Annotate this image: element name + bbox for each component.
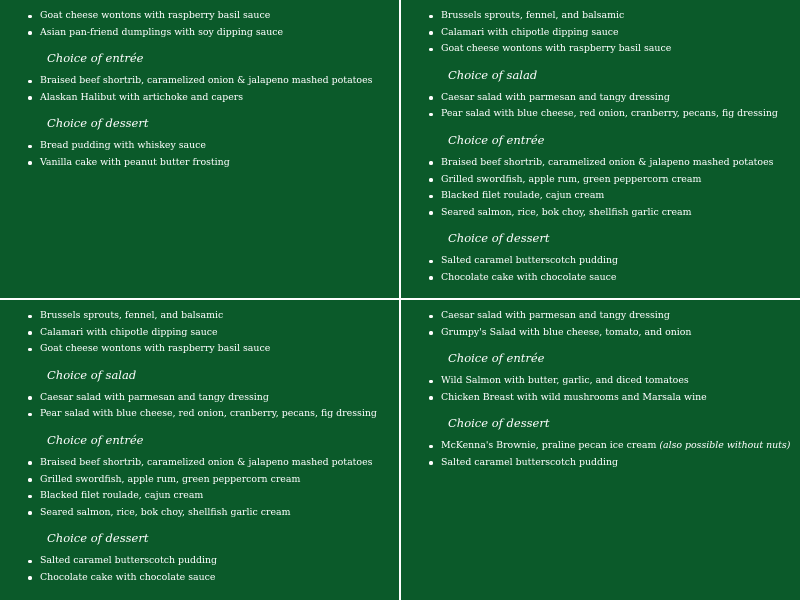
menu-item-text: Grumpy's Salad with blue cheese, tomato, and onion bbox=[441, 326, 692, 338]
menu-item bbox=[40, 472, 399, 489]
menu-item-list bbox=[0, 390, 399, 423]
menu-item-list bbox=[401, 308, 800, 341]
menu-item bbox=[40, 390, 399, 407]
menu-item-text: Brussels sprouts, fennel, and balsamic bbox=[441, 10, 625, 21]
menu-item-list bbox=[401, 8, 800, 58]
course-heading: Choice of entrée bbox=[47, 51, 144, 66]
menu-item bbox=[441, 188, 800, 205]
menu-item-text: Goat cheese wontons with raspberry basil sauce bbox=[441, 43, 672, 55]
menu-item-list bbox=[0, 138, 399, 171]
menu-item bbox=[40, 8, 399, 25]
course-heading: Choice of entrée bbox=[47, 432, 144, 447]
menu-item bbox=[441, 25, 800, 42]
menu-item bbox=[441, 455, 800, 472]
menu-item-text: Seared salmon, rice, bok choy, shellfish garlic cream bbox=[40, 506, 291, 518]
menu-item-text: Calamari with chipotle dipping sauce bbox=[40, 326, 218, 338]
menu-item bbox=[441, 308, 800, 325]
menu-item bbox=[441, 373, 800, 390]
menu-item-text: Grilled swordfish, apple rum, green peppercorn cream bbox=[40, 473, 301, 485]
menu-item-text: Braised beef shortrib, caramelized onion & jalapeno mashed potatoes bbox=[40, 75, 373, 87]
menu-item-text: Blacked filet roulade, cajun cream bbox=[441, 190, 605, 202]
menu-item bbox=[40, 455, 399, 472]
menu-item-list bbox=[0, 308, 399, 358]
menu-item bbox=[40, 25, 399, 42]
menu-item-list bbox=[0, 553, 399, 586]
menu-item-text: McKenna's Brownie, praline pecan ice cream bbox=[441, 440, 657, 452]
menu-panel-top-left bbox=[0, 0, 399, 298]
menu-item bbox=[441, 106, 800, 123]
menu-item-text: Wild Salmon with butter, garlic, and diced tomatoes bbox=[441, 375, 689, 387]
menu-item bbox=[441, 8, 800, 25]
menu-item-list bbox=[401, 253, 800, 286]
menu-item bbox=[40, 488, 399, 505]
menu-item-text: Chocolate cake with chocolate sauce bbox=[40, 571, 216, 583]
menu-item-text: Caesar salad with parmesan and tangy dressing bbox=[441, 91, 670, 103]
menu-panel-bottom-left bbox=[0, 300, 399, 600]
menu-item bbox=[40, 155, 399, 172]
menu-item-text: Salted caramel butterscotch pudding bbox=[441, 456, 619, 468]
course-heading: Choice of entrée bbox=[448, 132, 545, 147]
menu-item bbox=[40, 505, 399, 522]
menu-item bbox=[441, 172, 800, 189]
menu-item bbox=[40, 406, 399, 423]
menu-item-text: Asian pan-friend dumplings with soy dipping sauce bbox=[40, 26, 284, 38]
menu-item-text: Pear salad with blue cheese, red onion, cranberry, pecans, fig dressing bbox=[441, 108, 778, 120]
menu-item-text: Blacked filet roulade, cajun cream bbox=[40, 490, 204, 502]
menu-item-text: Grilled swordfish, apple rum, green peppercorn cream bbox=[441, 173, 702, 185]
menu-item-text: Brussels sprouts, fennel, and balsamic bbox=[40, 310, 224, 321]
menu-item-text: Pear salad with blue cheese, red onion, cranberry, pecans, fig dressing bbox=[40, 408, 377, 420]
menu-item bbox=[40, 553, 399, 570]
menu-item-text: Caesar salad with parmesan and tangy dressing bbox=[441, 310, 670, 321]
menu-panel-bottom-right bbox=[401, 300, 800, 600]
menu-item-text: Chocolate cake with chocolate sauce bbox=[441, 271, 617, 283]
menu-item bbox=[40, 73, 399, 90]
menu-item bbox=[40, 325, 399, 342]
menu-item-text: Caesar salad with parmesan and tangy dressing bbox=[40, 391, 269, 403]
menu-item-list bbox=[0, 8, 399, 41]
menu-item-list bbox=[401, 90, 800, 123]
menu-item-text: Goat cheese wontons with raspberry basil sauce bbox=[40, 343, 271, 355]
menu-item-text: Seared salmon, rice, bok choy, shellfish garlic cream bbox=[441, 206, 692, 218]
menu-item bbox=[441, 253, 800, 270]
menu-item bbox=[441, 41, 800, 58]
menu-item bbox=[40, 341, 399, 358]
menu-item bbox=[441, 90, 800, 107]
menu-item-text: Vanilla cake with peanut butter frosting bbox=[40, 156, 230, 168]
menu-item bbox=[441, 155, 800, 172]
menu-item-text: Braised beef shortrib, caramelized onion & jalapeno mashed potatoes bbox=[441, 156, 774, 168]
menu-item bbox=[40, 90, 399, 107]
course-heading: Choice of entrée bbox=[448, 351, 545, 366]
course-heading: Choice of salad bbox=[448, 67, 538, 82]
menu-item-text: Chicken Breast with wild mushrooms and Marsala wine bbox=[441, 391, 707, 403]
menu-item bbox=[441, 438, 800, 455]
menu-item-text: Calamari with chipotle dipping sauce bbox=[441, 26, 619, 38]
menu-panel-top-right bbox=[401, 0, 800, 298]
menu-item bbox=[40, 570, 399, 587]
menu-item-note: (also possible without nuts) bbox=[659, 440, 791, 452]
menu-item-text: Alaskan Halibut with artichoke and capers bbox=[40, 91, 244, 103]
menu-item-list bbox=[401, 438, 800, 471]
menu-item-text: Bread pudding with whiskey sauce bbox=[40, 140, 206, 152]
menu-item-list bbox=[0, 455, 399, 521]
menu-item-list bbox=[0, 73, 399, 106]
menu-item bbox=[441, 270, 800, 287]
course-heading: Choice of dessert bbox=[448, 231, 550, 246]
menu-item-text: Salted caramel butterscotch pudding bbox=[441, 255, 619, 267]
menu-item bbox=[40, 308, 399, 325]
menu-item-text: Goat cheese wontons with raspberry basil sauce bbox=[40, 10, 271, 21]
menu-item-list bbox=[401, 373, 800, 406]
menu-item-list bbox=[401, 155, 800, 221]
course-heading: Choice of salad bbox=[47, 367, 137, 382]
course-heading: Choice of dessert bbox=[448, 416, 550, 431]
menu-item-text: Salted caramel butterscotch pudding bbox=[40, 555, 218, 567]
menu-item-text: Braised beef shortrib, caramelized onion & jalapeno mashed potatoes bbox=[40, 456, 373, 468]
menu-item bbox=[40, 138, 399, 155]
menu-item bbox=[441, 205, 800, 222]
course-heading: Choice of dessert bbox=[47, 531, 149, 546]
menu-item bbox=[441, 325, 800, 342]
course-heading: Choice of dessert bbox=[47, 116, 149, 131]
menu-item bbox=[441, 390, 800, 407]
